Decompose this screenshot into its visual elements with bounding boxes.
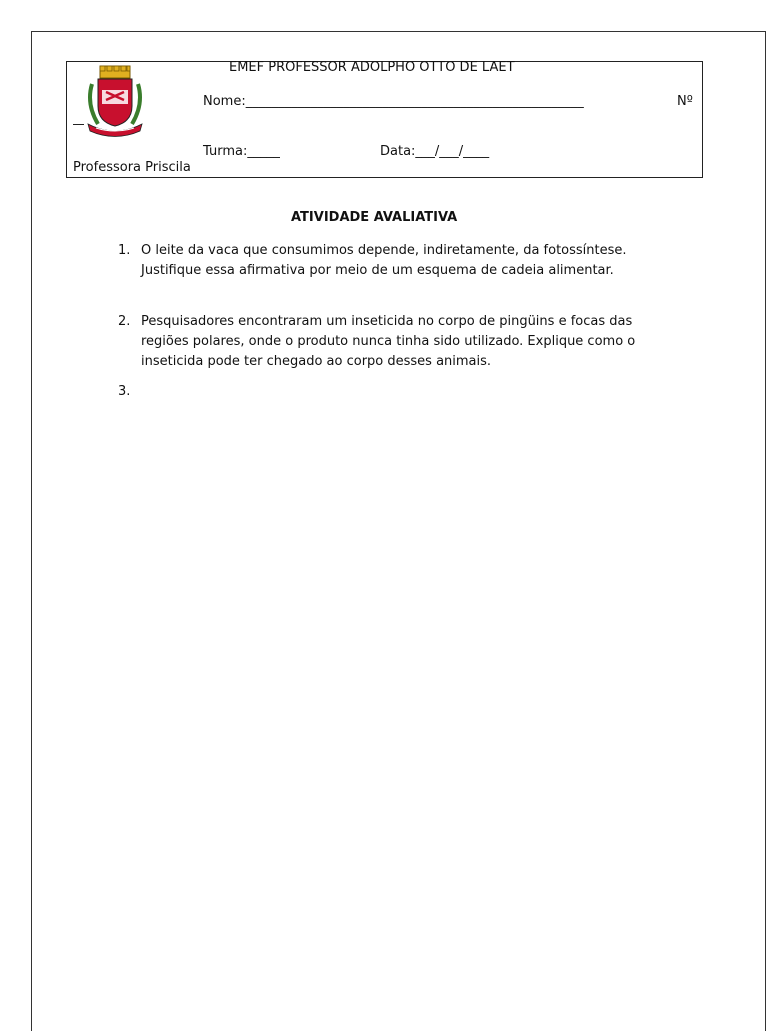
activity-title: ATIVIDADE AVALIATIVA — [291, 210, 458, 225]
blank-line — [73, 124, 84, 125]
document-page — [31, 31, 766, 1031]
school-name: EMEF PROFESSOR ADOLPHO OTTO DE LAET — [229, 60, 515, 75]
question-number: 2. — [118, 314, 131, 329]
professora-name: Professora Priscila — [73, 160, 191, 175]
sao-paulo-coat-of-arms-icon — [84, 64, 146, 138]
nome-field-label: Nome:____________________________________________________ — [203, 94, 584, 109]
question-number: 1. — [118, 243, 131, 258]
question-number: 3. — [118, 384, 131, 399]
numero-label: Nº — [677, 94, 693, 109]
data-field-label: Data:___/___/____ — [380, 144, 490, 159]
question-text: O leite da vaca que consumimos depende, indiretamente, da fotossíntese. Justifique essa afirmativa por meio de um esquema de cadeia alimentar. — [141, 243, 627, 278]
question-text: Pesquisadores encontraram um inseticida no corpo de pingüins e focas das regiões polares, onde o produto nunca tinha sido utilizado. Explique como o inseticida pode ter chegado ao corpo desses animais. — [141, 314, 636, 369]
turma-field-label: Turma:_____ — [203, 144, 280, 159]
